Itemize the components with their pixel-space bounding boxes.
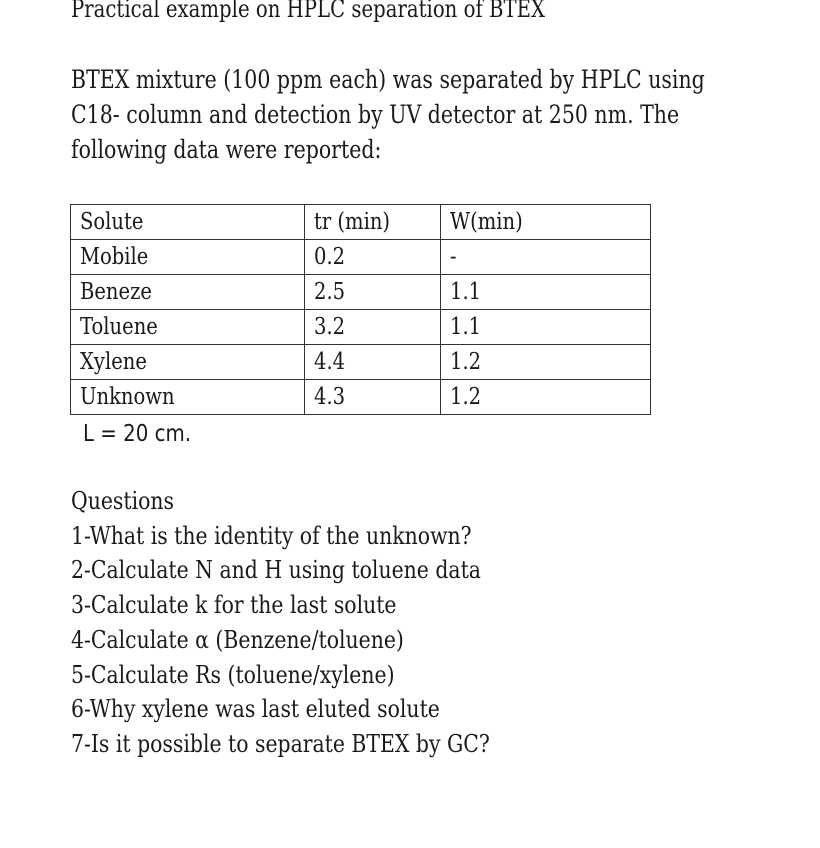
question-item: 1-What is the identity of the unknown? [71,521,472,550]
table-row [71,275,651,310]
question-item: 7-Is it possible to separate BTEX by GC? [71,729,490,758]
header-cell-retention-time: tr (min) [305,205,441,240]
retention-data-table [70,204,651,415]
header-cell-peak-width: W(min) [441,205,651,240]
question-item: 5-Calculate Rs (toluene/xylene) [71,660,395,689]
column-length-note: L = 20 cm. [83,421,192,447]
question-item: 6-Why xylene was last eluted solute [71,695,440,724]
document-title: Practical example on HPLC separation of BTEX [71,0,545,23]
peak-width-cell: 1.2 [441,345,651,380]
solute-cell: Unknown [71,380,305,415]
solute-cell: Mobile [71,240,305,275]
peak-width-cell: 1.1 [441,310,651,345]
questions-list [71,484,490,762]
retention-time-cell: 0.2 [305,240,441,275]
peak-width-cell: 1.2 [441,380,651,415]
intro-line: C18- column and detection by UV detector at 250 nm. The [71,100,680,129]
retention-time-cell: 2.5 [305,275,441,310]
solute-cell: Xylene [71,345,305,380]
peak-width-cell: - [441,240,651,275]
table-row [71,345,651,380]
peak-width-cell: 1.1 [441,275,651,310]
retention-time-cell: 3.2 [305,310,441,345]
question-item: 3-Calculate k for the last solute [71,591,397,620]
retention-time-cell: 4.3 [305,380,441,415]
intro-paragraph [71,62,727,167]
table-header-row [71,205,651,240]
table-row [71,240,651,275]
retention-time-cell: 4.4 [305,345,441,380]
table-row [71,310,651,345]
question-item: 4-Calculate α (Benzene/toluene) [71,625,404,654]
questions-heading: Questions [71,487,175,515]
intro-line: BTEX mixture (100 ppm each) was separated by HPLC using [71,65,705,94]
table-row [71,380,651,415]
solute-cell: Toluene [71,310,305,345]
intro-line: following data were reported: [71,135,382,164]
solute-cell: Beneze [71,275,305,310]
question-item: 2-Calculate N and H using toluene data [71,556,481,585]
header-cell-solute: Solute [71,205,305,240]
